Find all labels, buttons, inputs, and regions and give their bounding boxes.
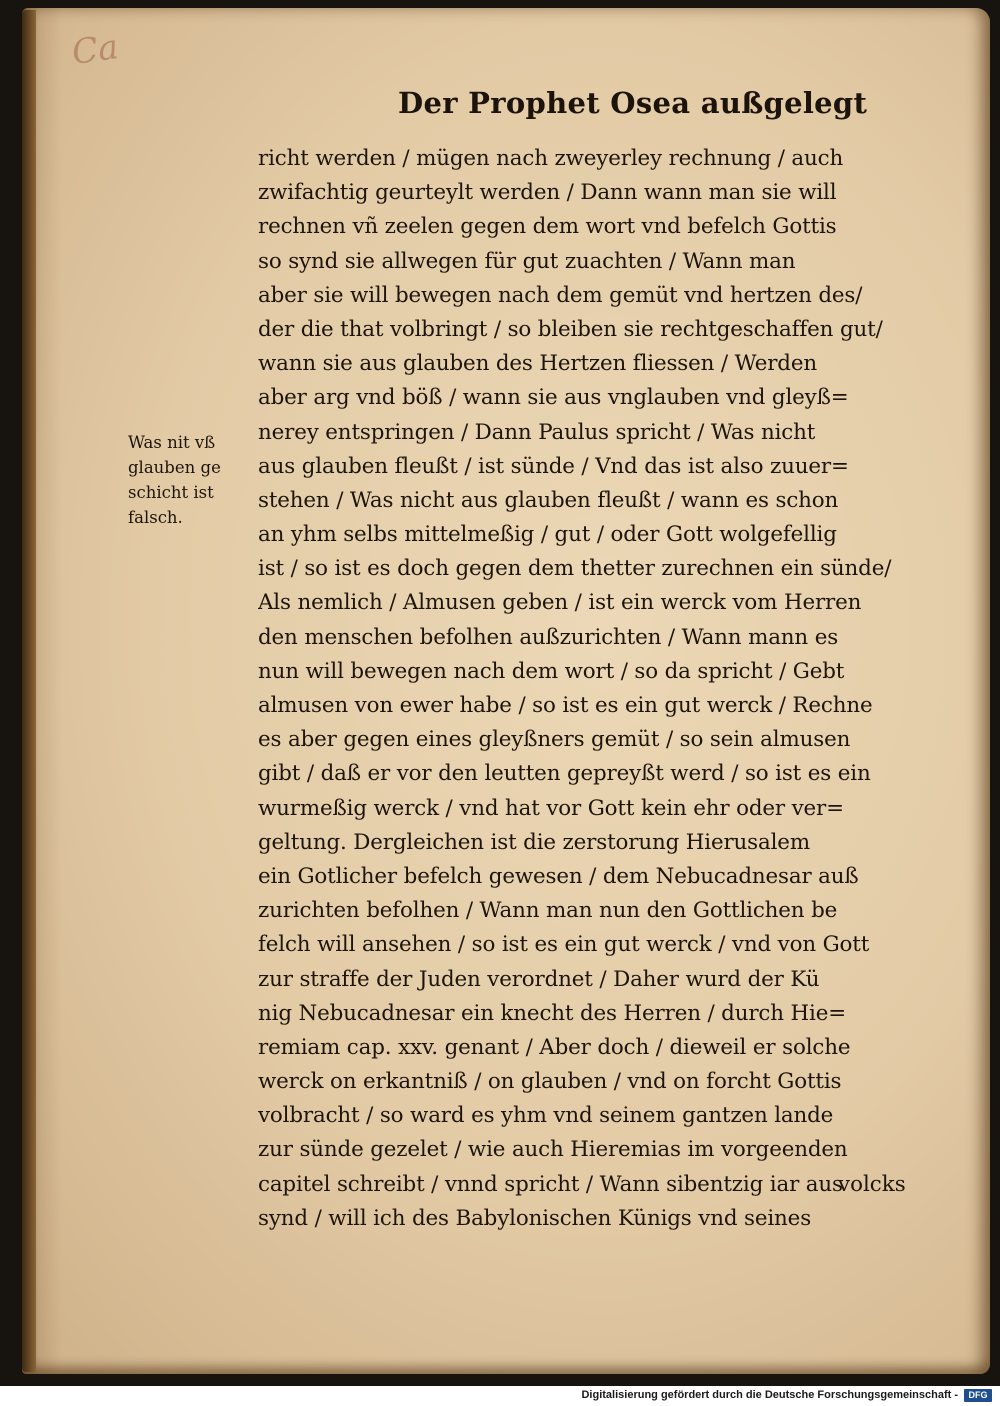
text-line: zur straffe der Juden verordnet / Daher wurd der Kü [258, 966, 820, 992]
text-line: synd / will ich des Babylonischen Künigs vnd seines [258, 1205, 812, 1231]
main-text-block [258, 142, 948, 1236]
text-line: zur sünde gezelet / wie auch Hieremias im vorgeenden [258, 1137, 848, 1163]
dfg-logo-icon: DFG [964, 1389, 992, 1402]
text-line: zwifachtig geurteylt werden / Dann wann man sie will [258, 180, 837, 206]
text-line: an yhm selbs mittelmeßig / gut / oder Gott wolgefellig [258, 522, 837, 548]
text-line: aber arg vnd böß / wann sie aus vnglauben vnd gleyß= [258, 385, 849, 411]
text-line: nerey entspringen / Dann Paulus spricht / Was nicht [258, 419, 816, 445]
text-line: nig Nebucadnesar ein knecht des Herren / durch Hie= [258, 1000, 847, 1026]
text-line: gibt / daß er vor den leutten gepreyßt werd / so ist es ein [258, 761, 871, 787]
text-line: Als nemlich / Almusen geben / ist ein werck vom Herren [258, 590, 862, 616]
text-line: ein Gotlicher befelch gewesen / dem Nebucadnesar auß [258, 863, 859, 889]
text-line: geltung. Dergleichen ist die zerstorung Hierusalem [258, 829, 810, 855]
text-line: zurichten befolhen / Wann man nun den Gottlichen be [258, 898, 838, 924]
marginal-note-line: glauben ge [128, 458, 221, 477]
text-line: aber sie will bewegen nach dem gemüt vnd hertzen des/ [258, 282, 863, 308]
text-line: der die that volbringt / so bleiben sie rechtgeschaffen gut/ [258, 316, 883, 342]
text-line: stehen / Was nicht aus glauben fleußt / wann es schon [258, 487, 839, 513]
funding-credit: Digitalisierung gefördert durch die Deutsche Forschungsgemeinschaft - [581, 1389, 958, 1401]
footer-bar [0, 1386, 1000, 1406]
text-line: volbracht / so ward es yhm vnd seinem gantzen lande [258, 1103, 834, 1129]
text-line: den menschen befolhen außzurichten / Wann mann es [258, 624, 839, 650]
marginal-note-line: schicht ist [128, 483, 214, 502]
text-line: so synd sie allwegen für gut zuachten / Wann man [258, 248, 796, 274]
page-spine-edge [22, 10, 36, 1372]
text-line: rechnen vñ zeelen gegen dem wort vnd befelch Gottis [258, 214, 837, 240]
text-line: ist / so ist es doch gegen dem thetter zurechnen ein sünde/ [258, 556, 892, 582]
text-line: wann sie aus glauben des Hertzen fliessen / Werden [258, 351, 817, 377]
text-line: es aber gegen eines gleyßners gemüt / so sein almusen [258, 727, 851, 753]
running-header: Der Prophet Osea außgelegt [398, 86, 868, 120]
catchword: volcks [838, 1172, 906, 1197]
marginal-note-line: Was nit vß [128, 433, 216, 452]
marginal-note [128, 430, 258, 530]
text-line: almusen von ewer habe / so ist es ein gut werck / Rechne [258, 693, 873, 718]
text-line: aus glauben fleußt / ist sünde / Vnd das ist also zuuer= [258, 453, 849, 479]
text-line: werck on erkantniß / on glauben / vnd on forcht Gottis [258, 1069, 842, 1095]
marginal-note-line: falsch. [128, 508, 183, 527]
corner-signature-mark: Ca [69, 26, 121, 74]
text-line: felch will ansehen / so ist es ein gut werck / vnd von Gott [258, 932, 870, 958]
text-line: richt werden / mügen nach zweyerley rechnung / auch [258, 146, 844, 171]
text-line: wurmeßig werck / vnd hat vor Gott kein ehr oder ver= [258, 795, 844, 821]
text-line: remiam cap. xxv. genant / Aber doch / dieweil er solche [258, 1034, 851, 1060]
text-line: nun will bewegen nach dem wort / so da spricht / Gebt [258, 658, 845, 684]
text-line: capitel schreibt / vnnd spricht / Wann sibentzig iar aus [258, 1171, 843, 1197]
